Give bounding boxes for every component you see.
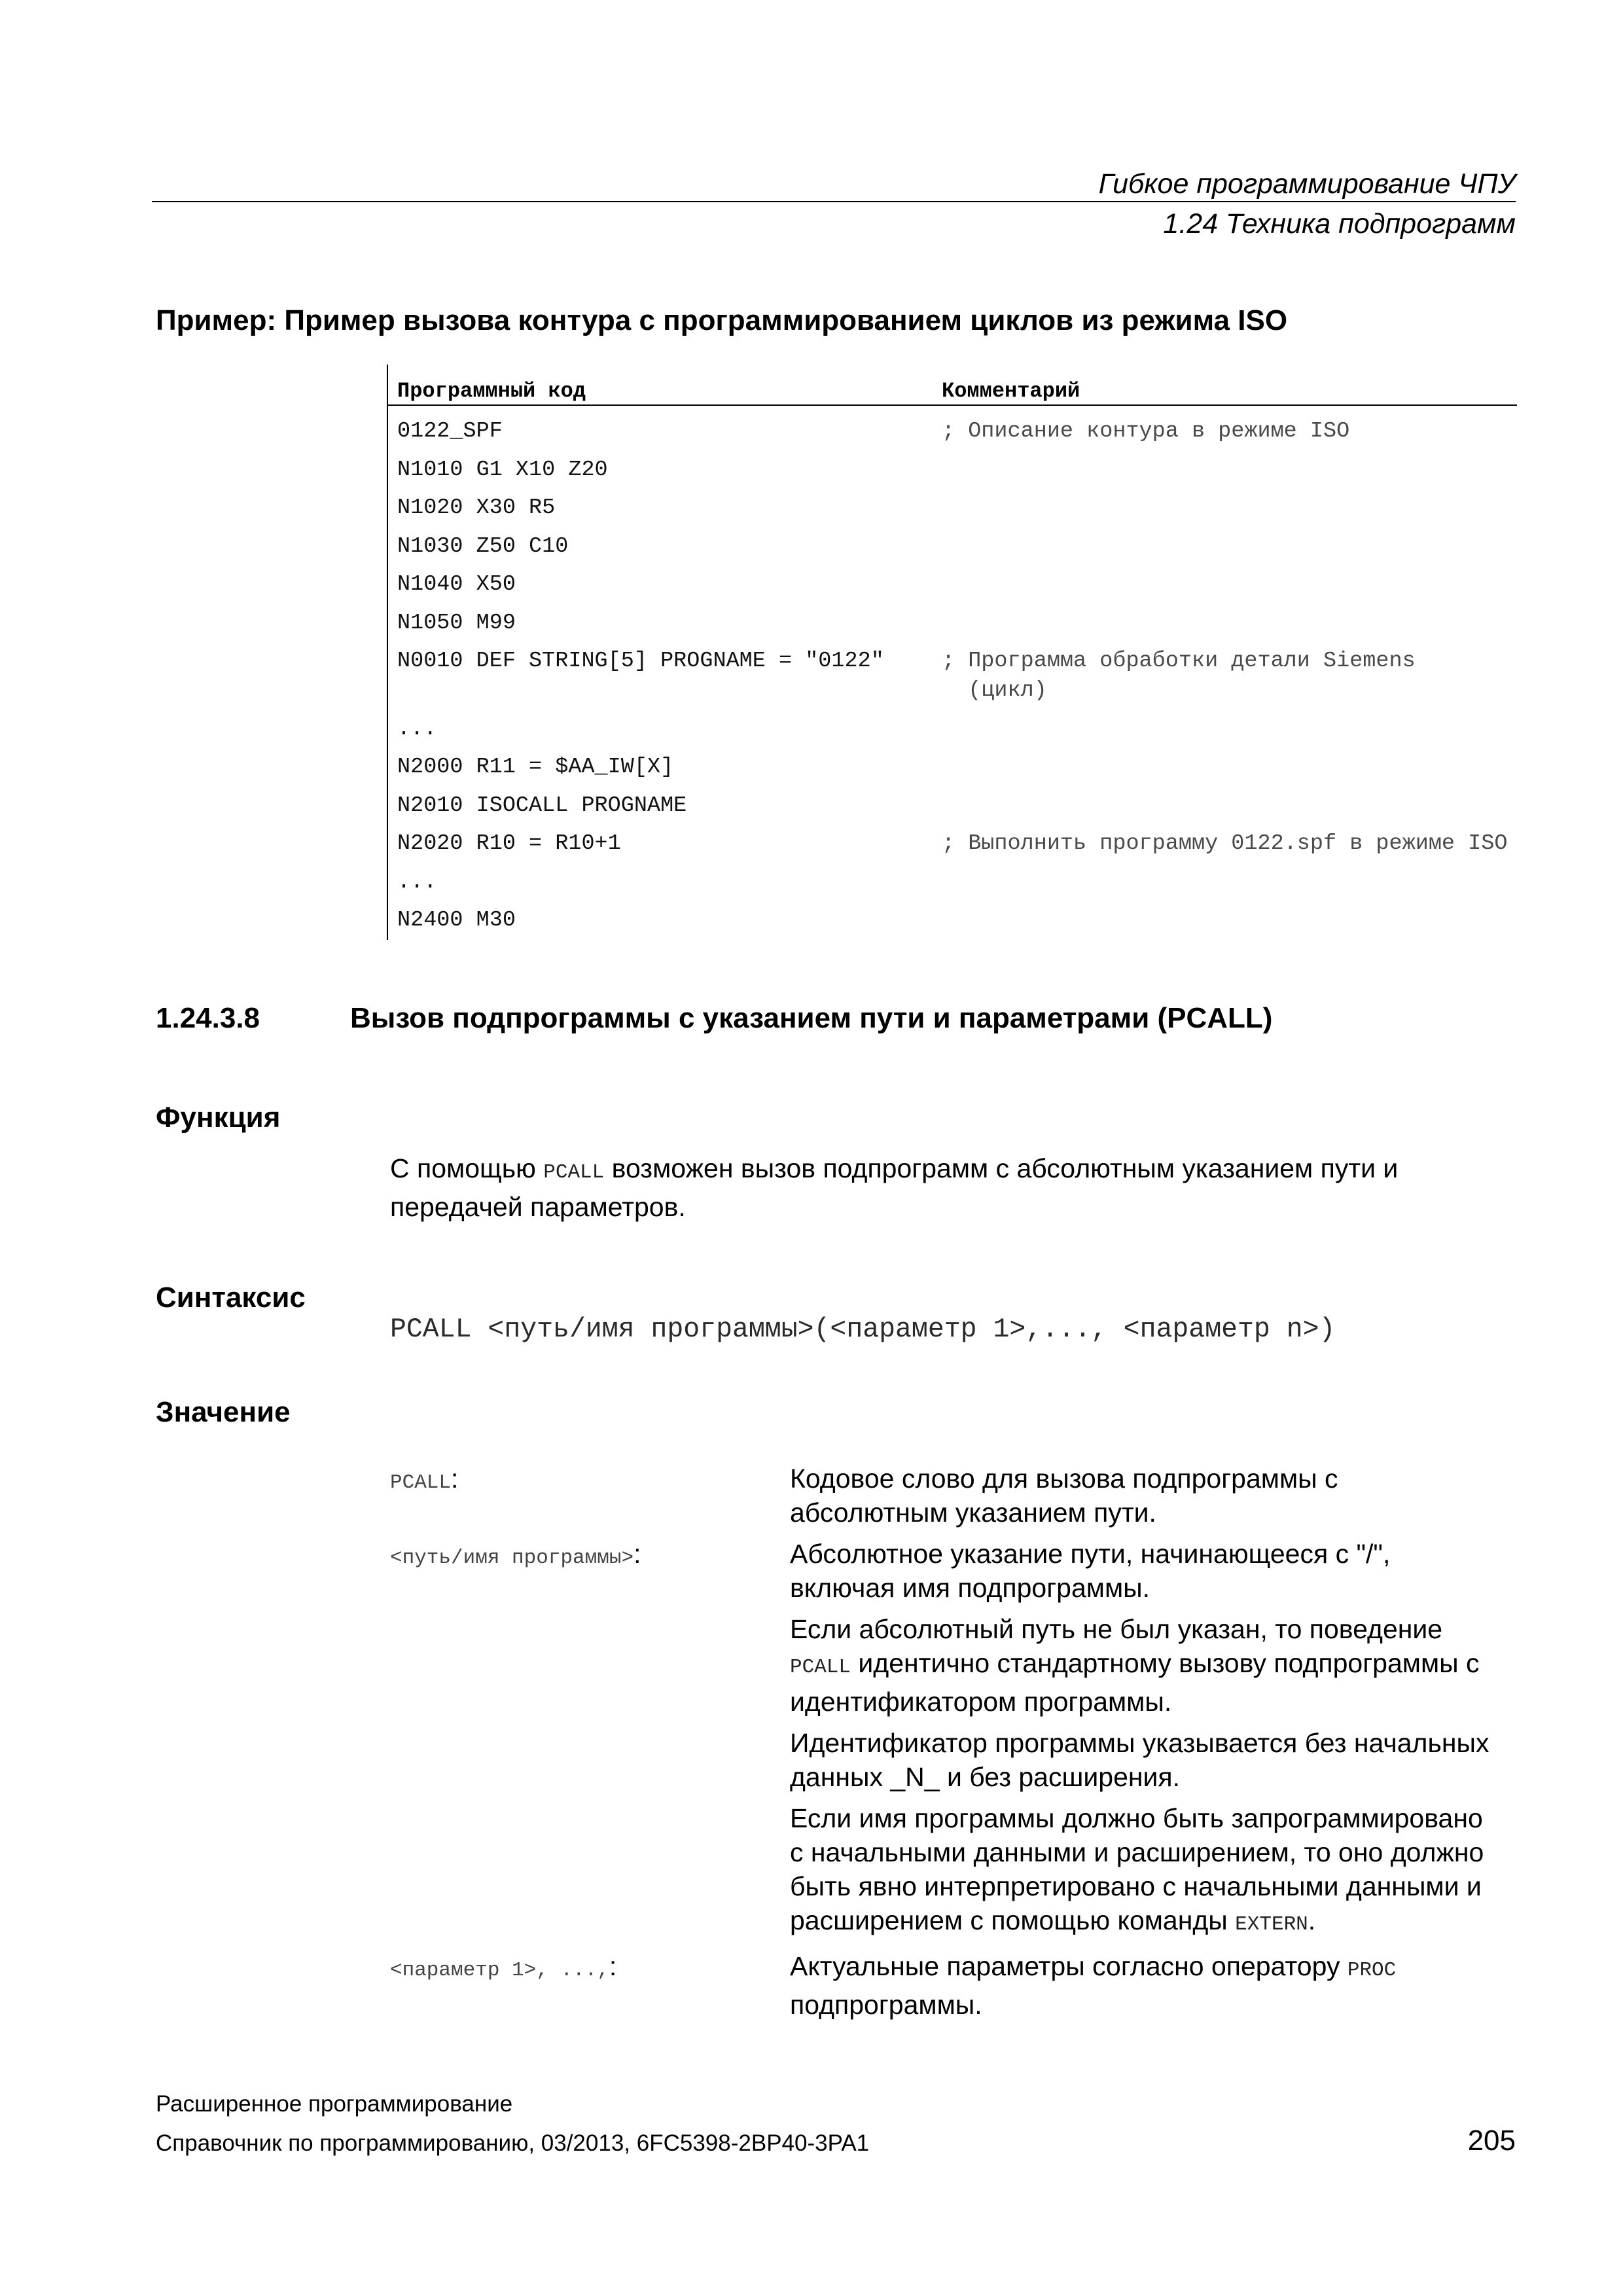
comment-cell — [942, 791, 1517, 821]
footer-reference: Справочник по программированию, 03/2013, 6FC5398-2BP40-3PA1 — [156, 2130, 870, 2156]
comment-cell — [942, 868, 1517, 897]
comment-line: ; Программа обработки детали Siemens — [942, 649, 1416, 673]
code-table-row — [388, 863, 1517, 902]
comment-line: ; Выполнить программу 0122.spf в режиме ISO — [942, 831, 1508, 856]
comment-line: ; Описание контура в режиме ISO — [942, 419, 1350, 444]
description-paragraph — [790, 1537, 1489, 1605]
comment-cell — [942, 753, 1517, 782]
code-table-row — [388, 642, 1517, 710]
header-rule — [152, 201, 1516, 202]
definition-item — [390, 1949, 1516, 2029]
description-line: Если абсолютный путь не был указан, то поведение — [790, 1614, 1443, 1644]
description-line: быть явно интерпретировано с начальными данными и — [790, 1871, 1482, 1901]
code-table-row — [388, 489, 1517, 528]
comment-cell — [942, 715, 1517, 744]
description-line: Если имя программы должно быть запрограммировано — [790, 1803, 1483, 1833]
inline-code: PCALL — [543, 1161, 605, 1184]
description-line: подпрограммы. — [790, 1990, 982, 2020]
comment-cell — [942, 417, 1517, 446]
term-separator: : — [609, 1951, 617, 1981]
function-heading: Функция — [156, 1102, 281, 1134]
code-table-row — [388, 604, 1517, 643]
description-paragraph — [790, 1612, 1489, 1719]
code-table-row — [388, 412, 1517, 451]
code-cell: N2010 ISOCALL PROGNAME — [397, 793, 687, 818]
function-text: С помощью — [390, 1153, 544, 1183]
code-table — [387, 365, 1517, 940]
meaning-heading: Значение — [156, 1396, 291, 1428]
function-line — [390, 1151, 1398, 1190]
description-text: Актуальные параметры согласно оператору — [790, 1951, 1347, 1981]
description-paragraph — [790, 1726, 1489, 1794]
description-text: . — [1308, 1905, 1316, 1935]
header-section: 1.24 Техника подпрограмм — [1163, 208, 1516, 240]
code-cell: ... — [397, 869, 437, 895]
code-cell: N1040 X50 — [397, 572, 516, 597]
page-number: 205 — [1467, 2125, 1516, 2157]
term-code: <параметр 1>, ..., — [390, 1959, 609, 1982]
code-table-row — [388, 748, 1517, 787]
code-cell: 0122_SPF — [397, 419, 503, 444]
example-title: Пример: Пример вызова контура с программированием циклов из режима ISO — [156, 304, 1288, 336]
comment-line-continuation: (цикл) — [968, 678, 1047, 703]
code-cell: N1010 G1 X10 Z20 — [397, 457, 608, 482]
term-code: <путь/имя программы> — [390, 1547, 634, 1570]
syntax-code: PCALL <путь/имя программы>(<параметр 1>,..., <параметр n>) — [390, 1314, 1336, 1345]
comment-cell — [942, 647, 1517, 706]
definition-description — [790, 1537, 1489, 1949]
code-cell: N2000 R11 = $AA_IW[X] — [397, 755, 674, 780]
description-paragraph — [790, 1801, 1489, 1942]
definition-list — [390, 1462, 1516, 2029]
description-text: расширением с помощью команды — [790, 1905, 1236, 1935]
footer-book-title: Расширенное программирование — [156, 2091, 513, 2117]
code-cell: N1020 X30 R5 — [397, 495, 556, 520]
inline-code: PROC — [1347, 1959, 1397, 1982]
code-table-body — [388, 406, 1517, 940]
comment-cell — [942, 906, 1517, 935]
description-paragraph — [790, 1462, 1338, 1530]
definition-term — [390, 1462, 790, 1537]
description-line: с начальными данными и расширением, то оно должно — [790, 1837, 1484, 1867]
description-line: Идентификатор программы указывается без начальных — [790, 1728, 1489, 1758]
description-line — [790, 1903, 1489, 1942]
code-table-header — [388, 365, 1517, 406]
comment-column-header: Комментарий — [942, 379, 1080, 403]
description-text: идентично стандартному вызову подпрограммы с — [851, 1648, 1480, 1678]
term-code: PCALL — [390, 1471, 452, 1494]
code-cell: N2020 R10 = R10+1 — [397, 831, 621, 856]
code-cell: N0010 DEF STRING[5] PROGNAME = "0122" — [397, 649, 884, 673]
comment-cell — [942, 570, 1517, 600]
inline-code: PCALL — [790, 1656, 851, 1679]
definition-description — [790, 1949, 1396, 2029]
description-line: включая имя подпрограммы. — [790, 1573, 1150, 1603]
code-table-row — [388, 565, 1517, 604]
description-line — [790, 1949, 1396, 1988]
description-paragraph — [790, 1949, 1396, 2022]
code-cell: N2400 M30 — [397, 908, 516, 933]
syntax-heading: Синтаксис — [156, 1282, 306, 1314]
comment-cell — [942, 493, 1517, 523]
code-table-row — [388, 825, 1517, 863]
code-cell: N1030 Z50 C10 — [397, 533, 569, 559]
code-table-row — [388, 787, 1517, 825]
definition-item — [390, 1537, 1516, 1949]
code-cell: ... — [397, 716, 437, 742]
comment-cell — [942, 456, 1517, 485]
definition-item — [390, 1462, 1516, 1537]
code-table-row — [388, 901, 1517, 940]
comment-cell — [942, 829, 1517, 859]
description-line: идентификатором программы. — [790, 1687, 1172, 1717]
description-line: Абсолютное указание пути, начинающееся с "/", — [790, 1539, 1391, 1569]
function-text: возможен вызов подпрограмм с абсолютным указанием пути и — [604, 1153, 1399, 1183]
code-cell: N1050 M99 — [397, 610, 516, 636]
section-number: 1.24.3.8 — [156, 1002, 260, 1034]
code-table-row — [388, 710, 1517, 749]
description-line: данных _N_ и без расширения. — [790, 1762, 1181, 1792]
code-table-row — [388, 451, 1517, 490]
comment-cell — [942, 609, 1517, 638]
term-separator: : — [451, 1463, 459, 1494]
code-column-header: Программный код — [397, 379, 586, 403]
description-line — [790, 1646, 1489, 1685]
comment-cell — [942, 532, 1517, 562]
code-table-row — [388, 528, 1517, 566]
function-line: передачей параметров. — [390, 1192, 686, 1222]
inline-code: EXTERN — [1235, 1913, 1308, 1936]
description-line: абсолютным указанием пути. — [790, 1498, 1156, 1528]
function-paragraph — [390, 1151, 1398, 1224]
section-title: Вызов подпрограммы с указанием пути и параметрами (PCALL) — [350, 1002, 1273, 1034]
definition-term — [390, 1537, 790, 1949]
header-chapter: Гибкое программирование ЧПУ — [1098, 168, 1516, 200]
term-separator: : — [633, 1539, 641, 1569]
definition-description — [790, 1462, 1338, 1537]
definition-term — [390, 1949, 790, 2029]
description-line: Кодовое слово для вызова подпрограммы с — [790, 1463, 1338, 1494]
